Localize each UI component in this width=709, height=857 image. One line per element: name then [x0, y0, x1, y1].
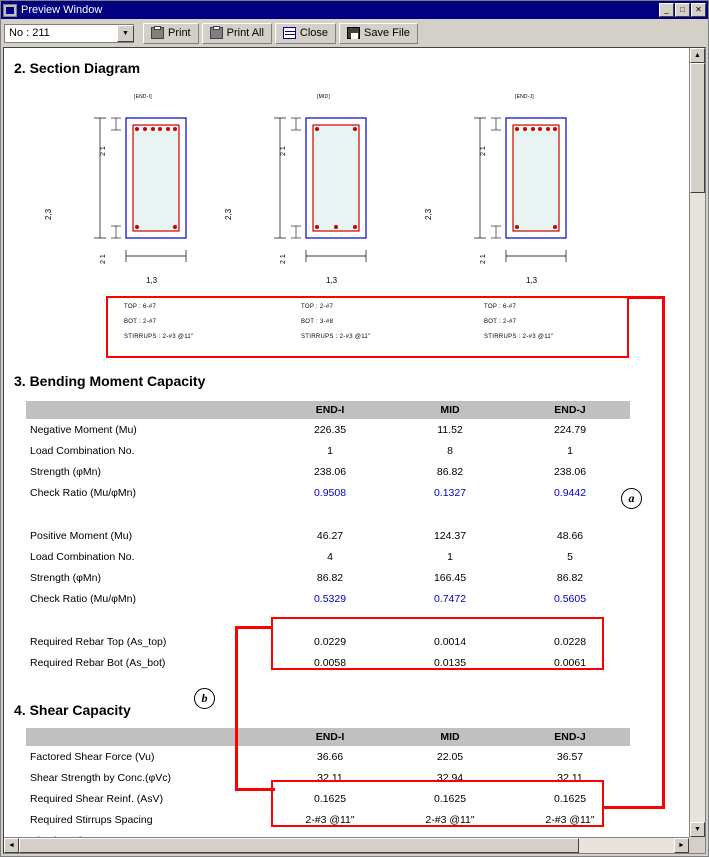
marker-a: a: [621, 488, 642, 509]
cell-mid: 1: [447, 550, 453, 563]
table-spacer-row: [26, 609, 630, 631]
row-label: Load Combination No.: [30, 444, 135, 457]
rebar-note-bot-end-i: BOT : 2-#7: [124, 319, 157, 325]
table-header-row: [26, 728, 630, 746]
column-header-blank: [26, 728, 270, 746]
row-label: Required Rebar Top (As_top): [30, 635, 167, 648]
row-label: Required Rebar Bot (As_bot): [30, 656, 166, 669]
window-controls: [659, 3, 706, 17]
row-label: Load Combination No.: [30, 550, 135, 563]
cell-mid: 124.37: [433, 529, 467, 542]
column-header-end-i: END-I: [270, 728, 390, 746]
diagram-header-end-i: [END-I]: [134, 94, 152, 100]
cell-end-j: 36.57: [556, 750, 584, 763]
vertical-scrollbar[interactable]: [689, 48, 705, 837]
table-row: [26, 461, 630, 482]
rebar-note-top-end-j: TOP : 6-#7: [484, 304, 517, 310]
save-file-button[interactable]: [339, 23, 418, 44]
scroll-right-button[interactable]: ►: [674, 838, 689, 853]
row-label: Required Stirrups Spacing: [30, 813, 153, 826]
diagram-mid: [274, 118, 366, 262]
close-icon: [283, 27, 296, 39]
spacer: [26, 609, 630, 631]
cell-mid: 32.94: [436, 771, 464, 784]
table-row: [26, 746, 630, 767]
cell-mid: 22.05: [436, 750, 464, 763]
height-dim-end-j: 2,3: [424, 208, 433, 220]
cell-end-j: 48.66: [556, 529, 584, 542]
cell-end-i: 2-#3 @11": [305, 813, 355, 826]
cell-end-j: 0.1625: [553, 792, 587, 805]
cell-end-i: 0.9508: [313, 486, 347, 499]
record-selector-combobox[interactable]: [4, 24, 134, 43]
cell-end-i: 46.27: [316, 529, 344, 542]
cell-end-j: 0.0061: [553, 656, 587, 669]
cell-end-i: 86.82: [316, 571, 344, 584]
toolbar: [1, 19, 708, 47]
cell-mid: 0.7472: [433, 592, 467, 605]
minimize-button[interactable]: _: [659, 3, 674, 17]
cell-end-i: 36.66: [316, 750, 344, 763]
scroll-left-button[interactable]: ◄: [4, 838, 19, 853]
connector-b-segment-1: [235, 626, 273, 629]
cell-end-j: 2-#3 @11": [545, 813, 595, 826]
cell-end-i: 4: [327, 550, 333, 563]
column-header-mid: MID: [390, 728, 510, 746]
cover-top-end-i: 2 1: [100, 146, 107, 156]
cell-mid: 86.82: [436, 465, 464, 478]
shear-capacity-table: [26, 728, 630, 848]
row-label: Factored Shear Force (Vu): [30, 750, 155, 763]
section-4-title: 4. Shear Capacity: [14, 702, 131, 718]
column-header-blank: [26, 401, 270, 419]
spacer: [26, 503, 630, 525]
cell-end-j: 0.5605: [553, 592, 587, 605]
cell-end-j: 5: [567, 550, 573, 563]
cell-end-i: 0.0058: [313, 656, 347, 669]
close-window-button[interactable]: ✕: [691, 3, 706, 17]
print-button-label: Print: [168, 27, 191, 39]
row-label: Negative Moment (Mu): [30, 423, 137, 436]
cell-end-j: 238.06: [553, 465, 587, 478]
row-label: Strength (φMn): [30, 571, 101, 584]
table-spacer-row: [26, 503, 630, 525]
maximize-button[interactable]: □: [675, 3, 690, 17]
record-selector-value: No : 211: [9, 27, 50, 39]
cell-end-i: 0.0229: [313, 635, 347, 648]
table-row: [26, 788, 630, 809]
height-dim-mid: 2,3: [224, 208, 233, 220]
cover-top-mid: 2 1: [280, 146, 287, 156]
diagram-header-mid: [MID]: [317, 94, 330, 100]
cell-end-j: 86.82: [556, 571, 584, 584]
table-row: [26, 652, 630, 673]
table-header-row: [26, 401, 630, 419]
cover-bot-end-i: 2 1: [100, 254, 107, 264]
cell-end-i: 226.35: [313, 423, 347, 436]
window-title: Preview Window: [21, 4, 103, 16]
scrollbar-corner: [689, 837, 705, 853]
cell-end-j: 32.11: [557, 771, 583, 784]
table-row: [26, 809, 630, 830]
rebar-note-stirrups-end-i: STIRRUPS : 2-#3 @11": [124, 334, 194, 340]
cell-mid: 0.0014: [433, 635, 467, 648]
cell-mid: 11.52: [437, 423, 463, 436]
scroll-up-button[interactable]: ▲: [690, 48, 705, 63]
title-bar: [1, 1, 708, 19]
cell-mid: 2-#3 @11": [425, 813, 475, 826]
cell-end-j: 224.79: [553, 423, 587, 436]
scroll-down-button[interactable]: ▼: [690, 822, 705, 837]
table-row: [26, 631, 630, 652]
connector-a-segment-1: [627, 296, 665, 299]
cell-end-i: 1: [327, 444, 333, 457]
connector-b-segment-2: [235, 626, 238, 791]
rebar-note-stirrups-end-j: STIRRUPS : 2-#3 @11": [484, 334, 554, 340]
table-row: [26, 567, 630, 588]
cover-top-end-j: 2 1: [480, 146, 487, 156]
table-row: [26, 588, 630, 609]
diagram-end-i: [94, 118, 186, 262]
section-3-title: 3. Bending Moment Capacity: [14, 373, 206, 389]
connector-a-segment-2: [662, 296, 665, 809]
close-button-label: Close: [299, 27, 329, 39]
cell-mid: 0.1327: [433, 486, 467, 499]
cell-end-i: 0.5329: [313, 592, 347, 605]
connector-a-segment-3: [602, 806, 664, 809]
table-row: [26, 767, 630, 788]
cover-bot-mid: 2 1: [280, 254, 287, 264]
row-label: Check Ratio (Mu/φMn): [30, 486, 136, 499]
cover-bot-end-j: 2 1: [480, 254, 487, 264]
chevron-down-icon[interactable]: ▼: [117, 25, 134, 42]
close-button[interactable]: [275, 23, 336, 44]
horizontal-scroll-thumb[interactable]: [19, 838, 579, 853]
cell-end-i: 238.06: [313, 465, 347, 478]
print-all-button[interactable]: [202, 23, 272, 44]
row-label: Positive Moment (Mu): [30, 529, 133, 542]
table-row: [26, 546, 630, 567]
cell-mid: 166.45: [433, 571, 467, 584]
cell-end-i: 0.1625: [313, 792, 347, 805]
cell-mid: 0.0135: [433, 656, 467, 669]
diagram-header-end-j: [END-J]: [515, 94, 534, 100]
width-dim-end-j: 1,3: [526, 276, 538, 285]
rebar-note-bot-mid: BOT : 3-#8: [301, 319, 334, 325]
save-file-button-label: Save File: [364, 27, 410, 39]
cell-mid: 0.1625: [433, 792, 467, 805]
cell-end-j: 0.9442: [553, 486, 587, 499]
rebar-note-bot-end-j: BOT : 2-#7: [484, 319, 517, 325]
column-header-end-j: END-J: [510, 401, 630, 419]
row-label: Strength (φMn): [30, 465, 101, 478]
print-all-button-label: Print All: [226, 27, 264, 39]
document-client-area: [3, 47, 706, 854]
section-2-title: 2. Section Diagram: [14, 60, 141, 76]
table-row: [26, 525, 630, 546]
rebar-notes-highlight: [106, 296, 629, 358]
bending-moment-table: [26, 401, 630, 673]
marker-b: b: [194, 688, 215, 709]
column-header-end-i: END-I: [270, 401, 390, 419]
row-label: Required Shear Reinf. (AsV): [30, 792, 164, 805]
cell-end-i: 32.11: [317, 771, 343, 784]
vertical-scroll-thumb[interactable]: [690, 63, 705, 193]
cell-end-j: 1: [567, 444, 573, 457]
printer-icon: [151, 27, 164, 39]
column-header-end-j: END-J: [510, 728, 630, 746]
width-dim-end-i: 1,3: [146, 276, 158, 285]
rebar-note-top-mid: TOP : 2-#7: [301, 304, 334, 310]
horizontal-scrollbar[interactable]: [4, 837, 689, 853]
rebar-note-top-end-i: TOP : 6-#7: [124, 304, 157, 310]
row-label: Check Ratio (Mu/φMn): [30, 592, 136, 605]
printer-icon: [210, 27, 223, 39]
floppy-disk-icon: [347, 27, 360, 39]
row-label: Shear Strength by Conc.(φVc): [30, 771, 172, 784]
print-button[interactable]: [143, 23, 199, 44]
report-page: [4, 48, 692, 848]
table-row: [26, 440, 630, 461]
table-row: [26, 482, 630, 503]
cell-mid: 8: [447, 444, 453, 457]
width-dim-mid: 1,3: [326, 276, 338, 285]
table-row: [26, 419, 630, 440]
connector-b-segment-3: [235, 788, 275, 791]
diagram-end-j: [474, 118, 566, 262]
section-diagrams: [64, 96, 624, 296]
cell-end-j: 0.0228: [553, 635, 587, 648]
window-icon: [3, 4, 17, 17]
rebar-note-stirrups-mid: STIRRUPS : 2-#3 @11": [301, 334, 371, 340]
column-header-mid: MID: [390, 401, 510, 419]
height-dim-end-i: 2,3: [44, 208, 53, 220]
